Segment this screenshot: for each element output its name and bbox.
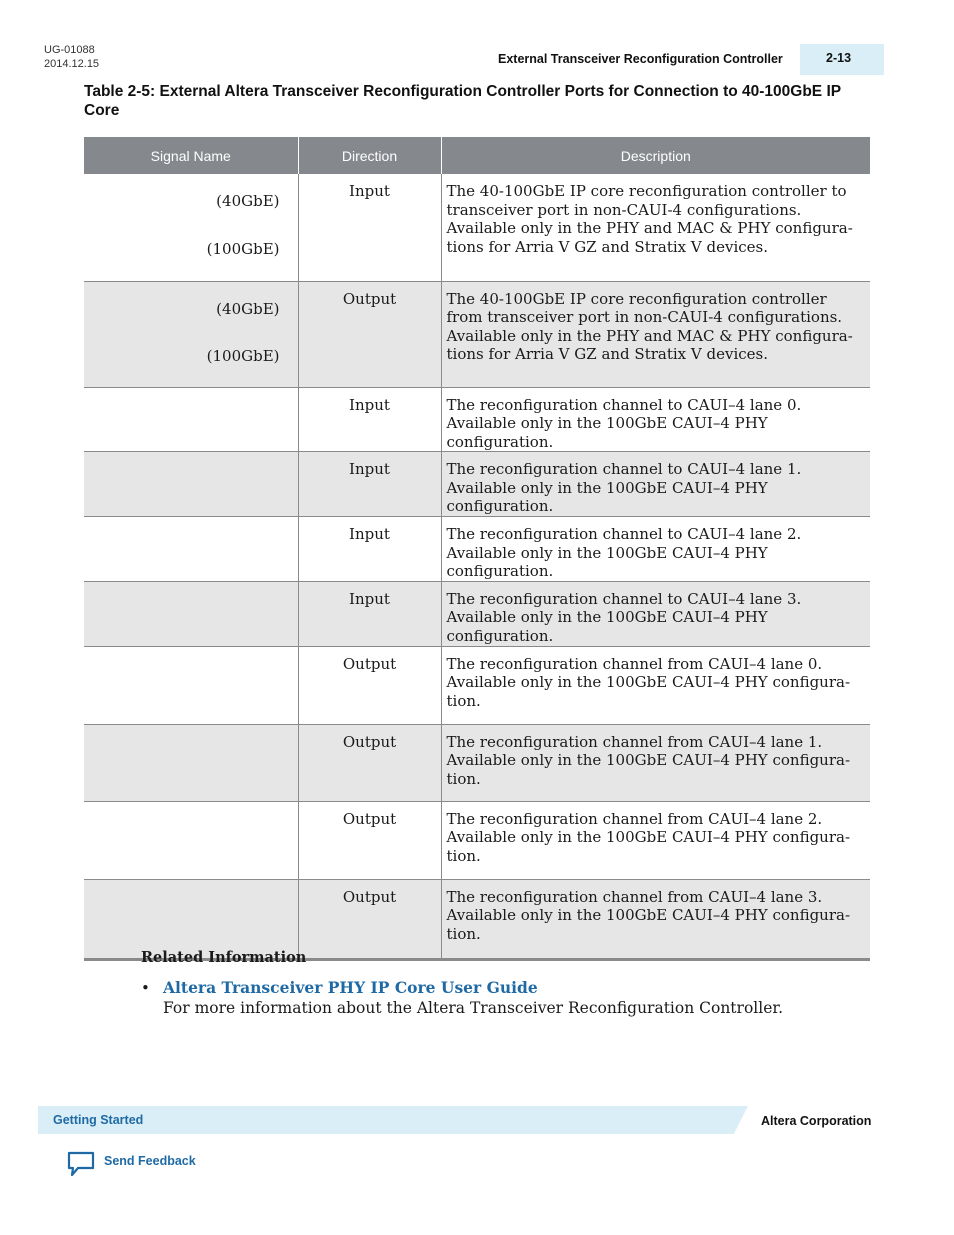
signal-variant-100gbe: (100GbE) xyxy=(206,239,280,258)
ports-table xyxy=(84,137,870,961)
table-row xyxy=(84,452,870,517)
signal-name-cell xyxy=(84,646,298,724)
description-cell: The reconfiguration channel to CAUI–4 lane 3. Available only in the 100GbE CAUI–4 PHY configuration. xyxy=(441,581,870,646)
description-cell: The reconfiguration channel to CAUI–4 lane 2. Available only in the 100GbE CAUI–4 PHY configuration. xyxy=(441,517,870,582)
table-header-row xyxy=(84,137,870,174)
description-cell: The reconfiguration channel to CAUI–4 lane 0. Available only in the 100GbE CAUI–4 PHY configuration. xyxy=(441,387,870,452)
direction-cell: Output xyxy=(298,801,441,879)
description-cell: The 40-100GbE IP core reconfiguration controller to transceiver port in non-CAUI-4 configurations. Available only in the PHY and MAC & PHY configura-tions for Arria V GZ and Stratix V devices. xyxy=(441,174,870,281)
send-feedback-link[interactable]: Send Feedback xyxy=(104,1154,196,1168)
page-number: 2-13 xyxy=(826,51,852,65)
signal-name-cell xyxy=(84,452,298,517)
signal-name-cell xyxy=(84,879,298,959)
phy-ip-core-user-guide-link[interactable]: Altera Transceiver PHY IP Core User Guide xyxy=(163,978,538,997)
direction-cell: Input xyxy=(298,174,441,281)
speech-bubble-icon[interactable] xyxy=(66,1150,96,1178)
direction-cell: Input xyxy=(298,452,441,517)
related-link-description: For more information about the Altera Transceiver Reconfiguration Controller. xyxy=(163,999,783,1017)
direction-cell: Output xyxy=(298,281,441,387)
signal-variant-100gbe: (100GbE) xyxy=(206,347,280,366)
signal-name-cell xyxy=(84,281,298,387)
description-cell: The reconfiguration channel from CAUI–4 lane 2. Available only in the 100GbE CAUI–4 PHY configura-tion. xyxy=(441,801,870,879)
signal-name-cell xyxy=(84,581,298,646)
signal-name-cell xyxy=(84,174,298,281)
direction-cell: Input xyxy=(298,517,441,582)
description-cell: The 40-100GbE IP core reconfiguration controller from transceiver port in non-CAUI-4 configurations. Available only in the PHY and MAC & PHY configura-tions for Arria V GZ and Stratix V devices. xyxy=(441,281,870,387)
document-date: 2014.12.15 xyxy=(44,58,100,70)
signal-name-cell xyxy=(84,801,298,879)
column-header-direction: Direction xyxy=(298,137,441,174)
section-title: External Transceiver Reconfiguration Controller xyxy=(498,52,783,66)
footer-company: Altera Corporation xyxy=(761,1114,872,1128)
table-row xyxy=(84,174,870,281)
direction-cell: Input xyxy=(298,387,441,452)
signal-name-cell xyxy=(84,387,298,452)
footer-chapter-link[interactable]: Getting Started xyxy=(53,1113,144,1127)
document-id: UG-01088 xyxy=(44,44,95,56)
table-row xyxy=(84,801,870,879)
description-cell: The reconfiguration channel from CAUI–4 lane 1. Available only in the 100GbE CAUI–4 PHY configura-tion. xyxy=(441,724,870,801)
direction-cell: Output xyxy=(298,646,441,724)
signal-name-cell xyxy=(84,724,298,801)
bullet-marker: • xyxy=(141,979,150,997)
table-row xyxy=(84,879,870,959)
table-row xyxy=(84,724,870,801)
table-row xyxy=(84,387,870,452)
table-row xyxy=(84,281,870,387)
direction-cell: Output xyxy=(298,879,441,959)
signal-variant-40gbe: (40GbE) xyxy=(216,299,280,318)
table-row xyxy=(84,517,870,582)
table-row xyxy=(84,646,870,724)
description-cell: The reconfiguration channel to CAUI–4 lane 1. Available only in the 100GbE CAUI–4 PHY configuration. xyxy=(441,452,870,517)
description-cell: The reconfiguration channel from CAUI–4 lane 0. Available only in the 100GbE CAUI–4 PHY configura-tion. xyxy=(441,646,870,724)
document-id-block xyxy=(44,43,99,71)
signal-name-cell xyxy=(84,517,298,582)
related-information-heading: Related Information xyxy=(141,949,307,966)
column-header-signal-name: Signal Name xyxy=(84,137,298,174)
footer-band xyxy=(38,1106,748,1134)
signal-variant-40gbe: (40GbE) xyxy=(216,192,280,210)
table-caption: Table 2-5: External Altera Transceiver Reconfiguration Controller Ports for Connection to 40-100GbE IP Core xyxy=(84,83,841,119)
column-header-description: Description xyxy=(441,137,870,174)
direction-cell: Output xyxy=(298,724,441,801)
table-row xyxy=(84,581,870,646)
direction-cell: Input xyxy=(298,581,441,646)
description-cell: The reconfiguration channel from CAUI–4 lane 3. Available only in the 100GbE CAUI–4 PHY configura-tion. xyxy=(441,879,870,959)
